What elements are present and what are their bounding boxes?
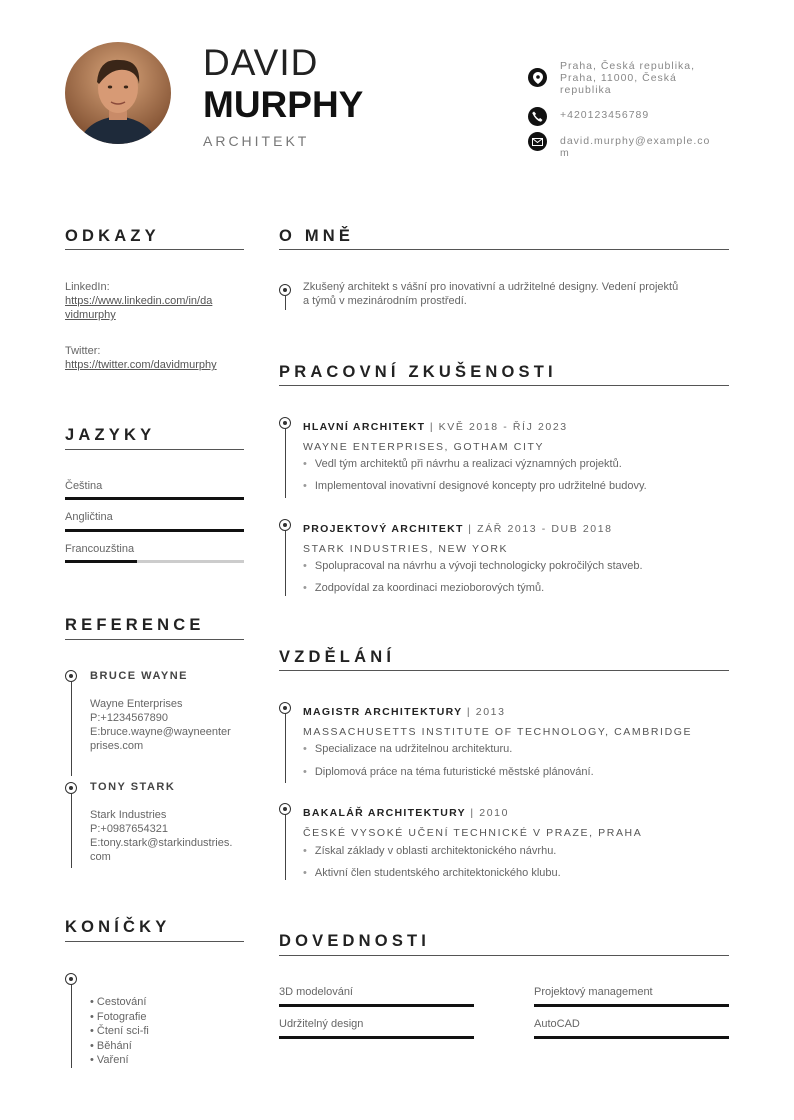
email-text[interactable]: david.murphy@example.co: [560, 135, 711, 147]
job-dates: | KVĚ 2018 - ŘÍJ 2023: [425, 421, 568, 433]
timeline-dot: [279, 417, 291, 429]
timeline-dot: [279, 702, 291, 714]
education-bullet: • Získal základy v oblasti architektonického návrhu.: [303, 844, 556, 858]
address-line: Praha, 11000, Česká: [560, 72, 677, 84]
language-level-bar: [65, 560, 137, 563]
skill-name: AutoCAD: [534, 1018, 580, 1030]
skills-heading: DOVEDNOSTI: [279, 932, 431, 950]
timeline-line: [71, 792, 72, 868]
phone-text: +420123456789: [560, 109, 650, 121]
timeline-line: [285, 713, 286, 783]
job-bullet: • Zodpovídal za koordinaci mezioborových týmů.: [303, 581, 544, 595]
divider: [65, 639, 244, 640]
skill-level-bar: [534, 1004, 729, 1007]
reference-email: prises.com: [90, 740, 144, 752]
reference-email: com: [90, 851, 111, 863]
timeline-dot: [65, 670, 77, 682]
divider: [279, 249, 729, 250]
job-company: WAYNE ENTERPRISES, GOTHAM CITY: [303, 441, 545, 453]
skill-name: 3D modelování: [279, 986, 353, 998]
experience-heading: PRACOVNÍ ZKUŠENOSTI: [279, 363, 557, 381]
degree-title: MAGISTR ARCHITEKTURY: [303, 706, 463, 718]
job-bullet: • Spolupracoval na návrhu a vývoji technologicky pokročilých staveb.: [303, 559, 643, 573]
hobby-item: • Cestování: [90, 996, 147, 1008]
about-heading: O MNĚ: [279, 227, 355, 245]
language-name: Angličtina: [65, 511, 113, 523]
timeline-dot: [65, 973, 77, 985]
language-name: Francouzština: [65, 543, 135, 555]
language-level-bar: [65, 497, 244, 500]
skill-level-bar: [534, 1036, 729, 1039]
divider: [279, 670, 729, 671]
divider: [279, 955, 729, 956]
job-role: PROJEKTOVÝ ARCHITEKT: [303, 523, 464, 535]
reference-name: TONY STARK: [90, 781, 176, 793]
about-text: a týmů v mezinárodním prostředí.: [303, 295, 467, 307]
timeline-dot: [279, 284, 291, 296]
timeline-dot: [279, 519, 291, 531]
twitter-label: Twitter:: [65, 345, 101, 357]
reference-phone: P:+1234567890: [90, 712, 168, 724]
language-name: Čeština: [65, 480, 103, 492]
education-bullet: • Aktivní člen studentského architektonického klubu.: [303, 866, 561, 880]
divider: [65, 449, 244, 450]
job-bullet: • Implementoval inovativní designové koncepty pro udržitelné budovy.: [303, 479, 647, 493]
education-bullet: • Specializace na udržitelnou architekturu.: [303, 742, 512, 756]
location-icon: [528, 68, 547, 87]
hobby-item: • Fotografie: [90, 1010, 147, 1023]
hobby-item: • Vaření: [90, 1054, 129, 1066]
reference-company: Wayne Enterprises: [90, 698, 183, 710]
timeline-line: [71, 984, 72, 1068]
address-line: Praha, Česká republika,: [560, 60, 696, 72]
language-level-bar: [65, 529, 244, 532]
skill-level-bar: [279, 1036, 474, 1039]
divider: [65, 249, 244, 250]
languages-heading: JAZYKY: [65, 426, 156, 444]
education-bullet: • Diplomová práce na téma futuristické městské plánování.: [303, 765, 594, 779]
divider: [279, 385, 729, 386]
timeline-line: [71, 680, 72, 776]
job-dates: | ZÁŘ 2013 - DUB 2018: [463, 523, 613, 535]
degree-year: | 2010: [465, 807, 510, 819]
profile-photo: [65, 42, 171, 144]
job-role: HLAVNÍ ARCHITEKT: [303, 421, 426, 433]
degree-title: BAKALÁŘ ARCHITEKTURY: [303, 807, 466, 819]
hobbies-heading: KONÍČKY: [65, 918, 171, 936]
timeline-line: [285, 296, 286, 310]
timeline-line: [285, 530, 286, 596]
reference-email: E:bruce.wayne@wayneenter: [90, 726, 231, 738]
skill-name: Projektový management: [534, 986, 653, 998]
linkedin-link[interactable]: vidmurphy: [65, 309, 116, 321]
job-title: ARCHITEKT: [203, 133, 310, 149]
email-icon: [528, 132, 547, 151]
linkedin-label: LinkedIn:: [65, 281, 110, 293]
references-heading: REFERENCE: [65, 616, 205, 634]
skill-name: Udržitelný design: [279, 1018, 364, 1030]
links-heading: ODKAZY: [65, 227, 160, 245]
reference-name: BRUCE WAYNE: [90, 670, 188, 682]
timeline-line: [285, 814, 286, 880]
linkedin-link[interactable]: https://www.linkedin.com/in/da: [65, 295, 213, 307]
timeline-dot: [65, 782, 77, 794]
hobby-item: • Běhání: [90, 1039, 132, 1052]
education-heading: VZDĚLÁNÍ: [279, 648, 396, 666]
school-name: MASSACHUSETTS INSTITUTE OF TECHNOLOGY, CAMBRIDGE: [303, 726, 693, 738]
phone-icon: [528, 107, 547, 126]
job-company: STARK INDUSTRIES, NEW YORK: [303, 543, 509, 555]
timeline-dot: [279, 803, 291, 815]
email-text[interactable]: m: [560, 147, 570, 159]
school-name: ČESKÉ VYSOKÉ UČENÍ TECHNICKÉ V PRAZE, PRAHA: [303, 827, 643, 839]
address-line: republika: [560, 84, 612, 96]
skill-level-bar: [279, 1004, 474, 1007]
last-name: MURPHY: [203, 84, 364, 125]
timeline-line: [285, 428, 286, 498]
hobby-item: • Čtení sci-fi: [90, 1025, 149, 1037]
reference-email: E:tony.stark@starkindustries.: [90, 837, 233, 849]
degree-year: | 2013: [462, 706, 506, 718]
first-name: DAVID: [203, 42, 319, 83]
reference-phone: P:+0987654321: [90, 823, 168, 835]
about-text: Zkušený architekt s vášní pro inovativní a udržitelné designy. Vedení projektů: [303, 281, 679, 293]
reference-company: Stark Industries: [90, 809, 167, 821]
job-bullet: • Vedl tým architektů při návrhu a realizaci významných projektů.: [303, 457, 622, 471]
divider: [65, 941, 244, 942]
twitter-link[interactable]: https://twitter.com/davidmurphy: [65, 359, 217, 371]
